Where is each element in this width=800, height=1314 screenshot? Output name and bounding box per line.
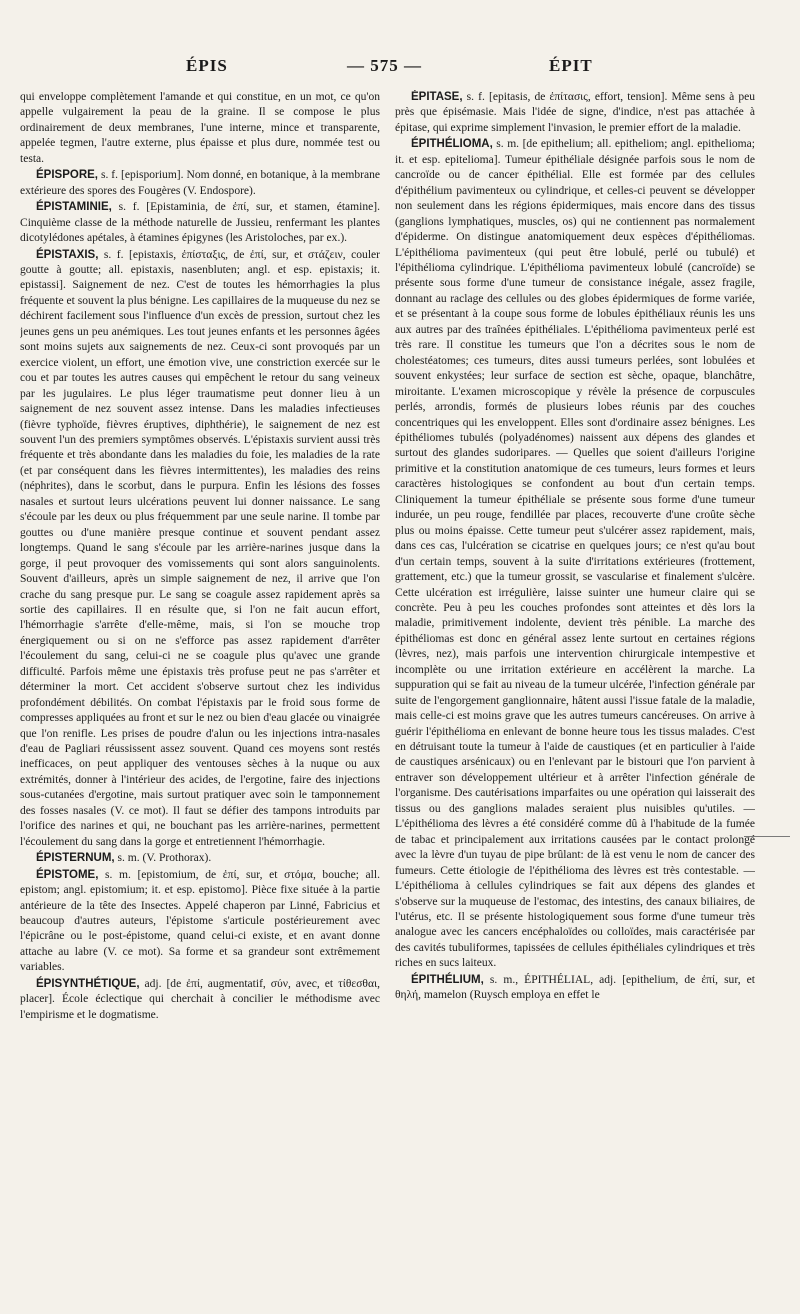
left-column [20, 90, 380, 1290]
entry-text: s. f. [episporium]. Nom donné, en botanique, à la membrane extérieure des spores des Fougères (V. Endospore). [20, 169, 380, 197]
entry-text: adj. [de ἐπί, augmentatif, σύν, avec, et τίθεσθαι, placer]. École éclectique qui cherchait à concilier le méthodisme avec l'empirisme et le dogmatisme. [20, 977, 380, 1021]
headword: ÉPISYNTHÉTIQUE, [36, 977, 140, 990]
entry-episynthetique [20, 977, 380, 1023]
margin-mark [744, 836, 790, 840]
entry-epistaminie [20, 200, 380, 246]
headword: ÉPITASE, [411, 91, 463, 103]
entry-text: s. f. [Epistaminia, de ἐπί, sur, et stamen, étamine]. Cinquième classe de la méthode naturelle de Jussieu, renfermant les plantes dicotylédones apétales, à étamines épigynes (les Aristoloches, par ex.). [20, 201, 380, 245]
entry-epistome [20, 868, 380, 976]
entry-text: s. m., ÉPITHÉLIAL, adj. [epithelium, de ἐπί, sur, et θηλή, mamelon (Ruysch employa en effet le [395, 973, 755, 1002]
entry-text: s. m. (V. Prothorax). [117, 852, 212, 865]
entry-text: s. f. [epitasis, de ἐπίτασις, effort, tension]. Même sens à peu près que épisémasie. Mais l'idée de signe, d'indice, n'est pas attachée à épitase, qui exprime simplement l'invasion, le premier effort de la maladie. [395, 91, 755, 134]
headword: ÉPISTOME, [36, 868, 99, 881]
entry-epithelium [395, 973, 755, 1004]
page-number: — 575 — [347, 56, 422, 75]
entry-text: qui enveloppe complètement l'amande et qui constitue, en un mot, ce qu'on appelle vulgairement la peau de la graine. Il se compose le plus ordinairement de deux membranes, l'une interne, mince et transparente, appelée tegmen, l'autre externe, plus épaisse et plus dure, nommée test ou testa. [20, 91, 380, 165]
entry-text: s. m. [de epithelium; all. epitheliom; angl. epithelioma; it. et esp. epitelioma]. Tumeur épithéliale désignée parfois sous le nom de cancroïde ou de cancer épithélial. Elle est formée par des cellules d'épithélium pavimenteux ou cylindrique, et celles-ci peuvent se développer non seulement dans les régions épidermiques, mais encore dans des tissus (ganglions lymphatiques, muscles, os) qui ne contiennent pas normalement d'épiderme. On distingue anatomiquement deux espèces d'épithéliomas. L'épithélioma pavimenteux (qui peut être lobulé, perlé ou tubulé) et l'épithélioma cylindrique. L'épithélioma pavimenteux lobulé (cancroïde) se présente sous forme d'une tumeur de consistance inégale, assez fragile, donnant au raclage des cellules ou des globes épidermiques de forme variée, et se présentant à la coupe sous forme de lobules épithéliaux réunis les uns aux autres par des traînées épithéliales. L'épithélioma pavimenteux perlé est très rare. Il constitue les tumeurs que l'on a décrites sous le nom de cholestéatomes; ces tumeurs, dites aussi tumeurs perlées, sont lobulées et souvent enkystées; leur surface de section est sèche, opaque, blanchâtre, miroitante. L'examen microscopique y révèle la présence de corpuscules perlés, arrondis, formés de plusieurs lobes réunis par des couches concentriques qui les enveloppent. Elles sont d'ordinaire assez bénignes. Les épithéliomes tubulés (polyadénomes) naissent aux dépens des glandes et surtout des glandes sudoripares. — Quelles que soient d'ailleurs l'origine primitive et la constitution anatomique de ces tumeurs, leurs formes et leurs caractères histologiques se confondent au bout d'un certain temps. Cliniquement la tumeur épithéliale se présente sous forme d'une tumeur indurée, un peu rouge, fendillée par places, recouverte d'une croûte sèche plus ou moins épaisse. Cette tumeur peut s'ulcérer assez rapidement, mais, dans ces cas, l'ulcération se cicatrise en quelques jours; ce n'est qu'au bout d'un certain temps, souvent à la suite d'irritations extérieures (frottement, grattement, etc.) que la tumeur grossit, se vascularise et finalement s'ulcère. Cette ulcération est irrégulière, laisse suinter une humeur claire qui se concrète. Peu à peu les couches profondes sont atteintes et dès lors la maladie, primitivement indolente, devient très pénible. La marche des épithéliomas est donc en général assez lente surtout en certaines régions (lèvres, nez), mais parfois une intervention chirurgicale intempestive et incomplète ou une irritation extérieure en accélèrent la marche. La suppuration qui se fait au niveau de la tumeur ulcérée, l'infection générale par suite de l'engorgement ganglionnaire, hâtent aussi l'issue fatale de la maladie, mais celle-ci est moins grave que les autres tumeurs cancéreuses. On arrive à guérir l'épithélioma en enlevant de bonne heure tous les tissus malades. C'est en détruisant toute la tumeur à l'aide de caustiques (et en particulier à l'aide de caustiques arsénicaux) ou en l'enlevant par le bistouri que l'on parvient à entraver son développement ultérieur et à arrêter l'infection générale de l'organisme. Des cautérisations imparfaites ou une opération qui laisserait des tissus ou des ganglions malades seraient plus nuisibles qu'utiles. — L'épithélioma des lèvres a été considéré comme dû à l'habitude de la fumée de tabac et principalement aux irritations causées par le contact prolongé avec la lèvre d'un tuyau de pipe brûlant: de là est venu le nom de cancer des fumeurs. Cette étiologie de l'épithélioma des lèvres est très contestable. — L'épithélioma à cellules cylindriques se fait aux dépens des glandes et s'observe sur la muqueuse de l'estomac, des intestins, des canaux biliaires, de l'utérus, etc. Il se présente histologiquement sous forme d'une tumeur très analogue avec les cancers encéphaloïdes ou colloïdes, mais caractérisée par des cavités tubuliformes, tapissées de cellules épithéliales cylindriques et très riches en sucs laiteux. [395, 138, 755, 970]
running-head-left: ÉPIS [186, 56, 228, 75]
entry-text: s. f. [epistaxis, ἐπίσταξις, de ἐπί, sur, et στάζειν, couler goutte à goutte; all. epistaxis, nasenbluten; angl. et esp. epistaxis; it. epistassi]. Saignement de nez. C'est de toutes les hémorrhagies la plus fréquente et souvent la plus bénigne. Les capillaires de la muqueuse du nez se déchirent facilement sous l'influence d'un excès de pression, surtout chez les jeunes gens un peu anémiques. Les tout jeunes enfants et les personnes âgées sont moins sujets aux saignements de nez. Ceux-ci sont provoqués par un exercice violent, un effort, une émotion vive, une constriction exercée sur le cou et par toutes les autres causes qui empêchent le retour du sang veineux par les jugulaires. Le plus léger traumatisme peut donner lieu à un saignement de nez souvent assez intense. Dans les maladies infectieuses (fièvre typhoïde, fièvres éruptives, diphthérie), le saignement de nez est souvent l'un des premiers symptômes observés. L'épistaxis survient aussi très fréquente et très abondante dans les maladies du foie, les maladies de la rate (et par conséquent dans les fièvres intermittentes), les maladies des reins (néphrites), dans le scorbut, dans le purpura. Enfin les lésions des fosses nasales et surtout leurs ulcérations peuvent lui donner naissance. Le sang s'écoule par les deux ou plus fréquemment par une seule narine. Il tombe par gouttes ou d'une manière presque continue et souvent pendant assez longtemps. Quand le sang s'écoule par les arrière-narines jusque dans la gorge, il peut provoquer des vomissements qui sont alors sanguinolents. Souvent d'ailleurs, après un simple saignement de nez, il arrive que l'on crache du sang presque pur. Le sang se coagule assez rapidement après sa sortie des capillaires. Il en résulte que, si l'on ne fait aucun effort, l'hémorrhagie s'arrête d'elle-même, mais, si l'on se mouche trop énergiquement ou si on ne s'efforce pas assez rapidement d'arrêter l'écoulement du sang, celui-ci ne se coagule plus qu'avec une grande difficulté. Parfois même une épistaxis très profuse peut ne pas s'arrêter et déterminer la mort. Cet accident s'observe surtout chez les individus profondément débilités. On combat l'épistaxis par le froid sous forme de compresses appliquées au front et sur le nez ou bien d'eau glacée ou vinaigrée que l'on renifle. Les prises de poudre d'alun ou les injections intra-nasales d'eau de Pagliari réussissent assez souvent. Quand ces moyens sont restés inefficaces, on peut appliquer des ventouses sèches à la nuque ou aux extrémités, donner à l'intérieur des acides, de l'ergotine, faire des injections sous-cutanées d'ergotine, mais surtout pratiquer avec soin le tamponnement des fosses nasales (V. ce mot). Il faut se défier des tampons introduits par l'orifice des narines et qui, ne bouchant pas les arrière-narines, permettent l'écoulement du sang dans la gorge et entretiennent l'hémorrhagie. [20, 248, 380, 848]
entry-text: s. m. [epistomium, de ἐπί, sur, et στόμα, bouche; all. epistom; angl. epistomium; it. et esp. epistomo]. Pièce fixe située à la partie antérieure de la tête des Insectes. Appelé chaperon par Linné, Fabricius et beaucoup d'autres auteurs, l'épistome s'articule postérieurement avec l'épicrâne ou le post-épistome, quand celui-ci existe, et en avant donne attache au labre (V. ce mot). Sa forme et sa grandeur sont extrêmement variables. [20, 868, 380, 974]
right-column [395, 90, 755, 1290]
headword: ÉPISTAXIS, [36, 248, 99, 261]
entry-continuation [20, 90, 380, 167]
entry-epitase [395, 90, 755, 136]
headword: ÉPISTERNUM, [36, 852, 115, 865]
entry-epispore [20, 168, 380, 199]
entry-epistaxis [20, 248, 380, 851]
entry-episternum [20, 851, 380, 866]
headword: ÉPITHÉLIOMA, [411, 138, 493, 151]
headword: ÉPISPORE, [36, 169, 98, 182]
headword: ÉPITHÉLIUM, [411, 973, 484, 986]
headword: ÉPISTAMINIE, [36, 201, 112, 214]
entry-epithelioma [395, 137, 755, 971]
running-head-right: ÉPIT [549, 56, 593, 75]
